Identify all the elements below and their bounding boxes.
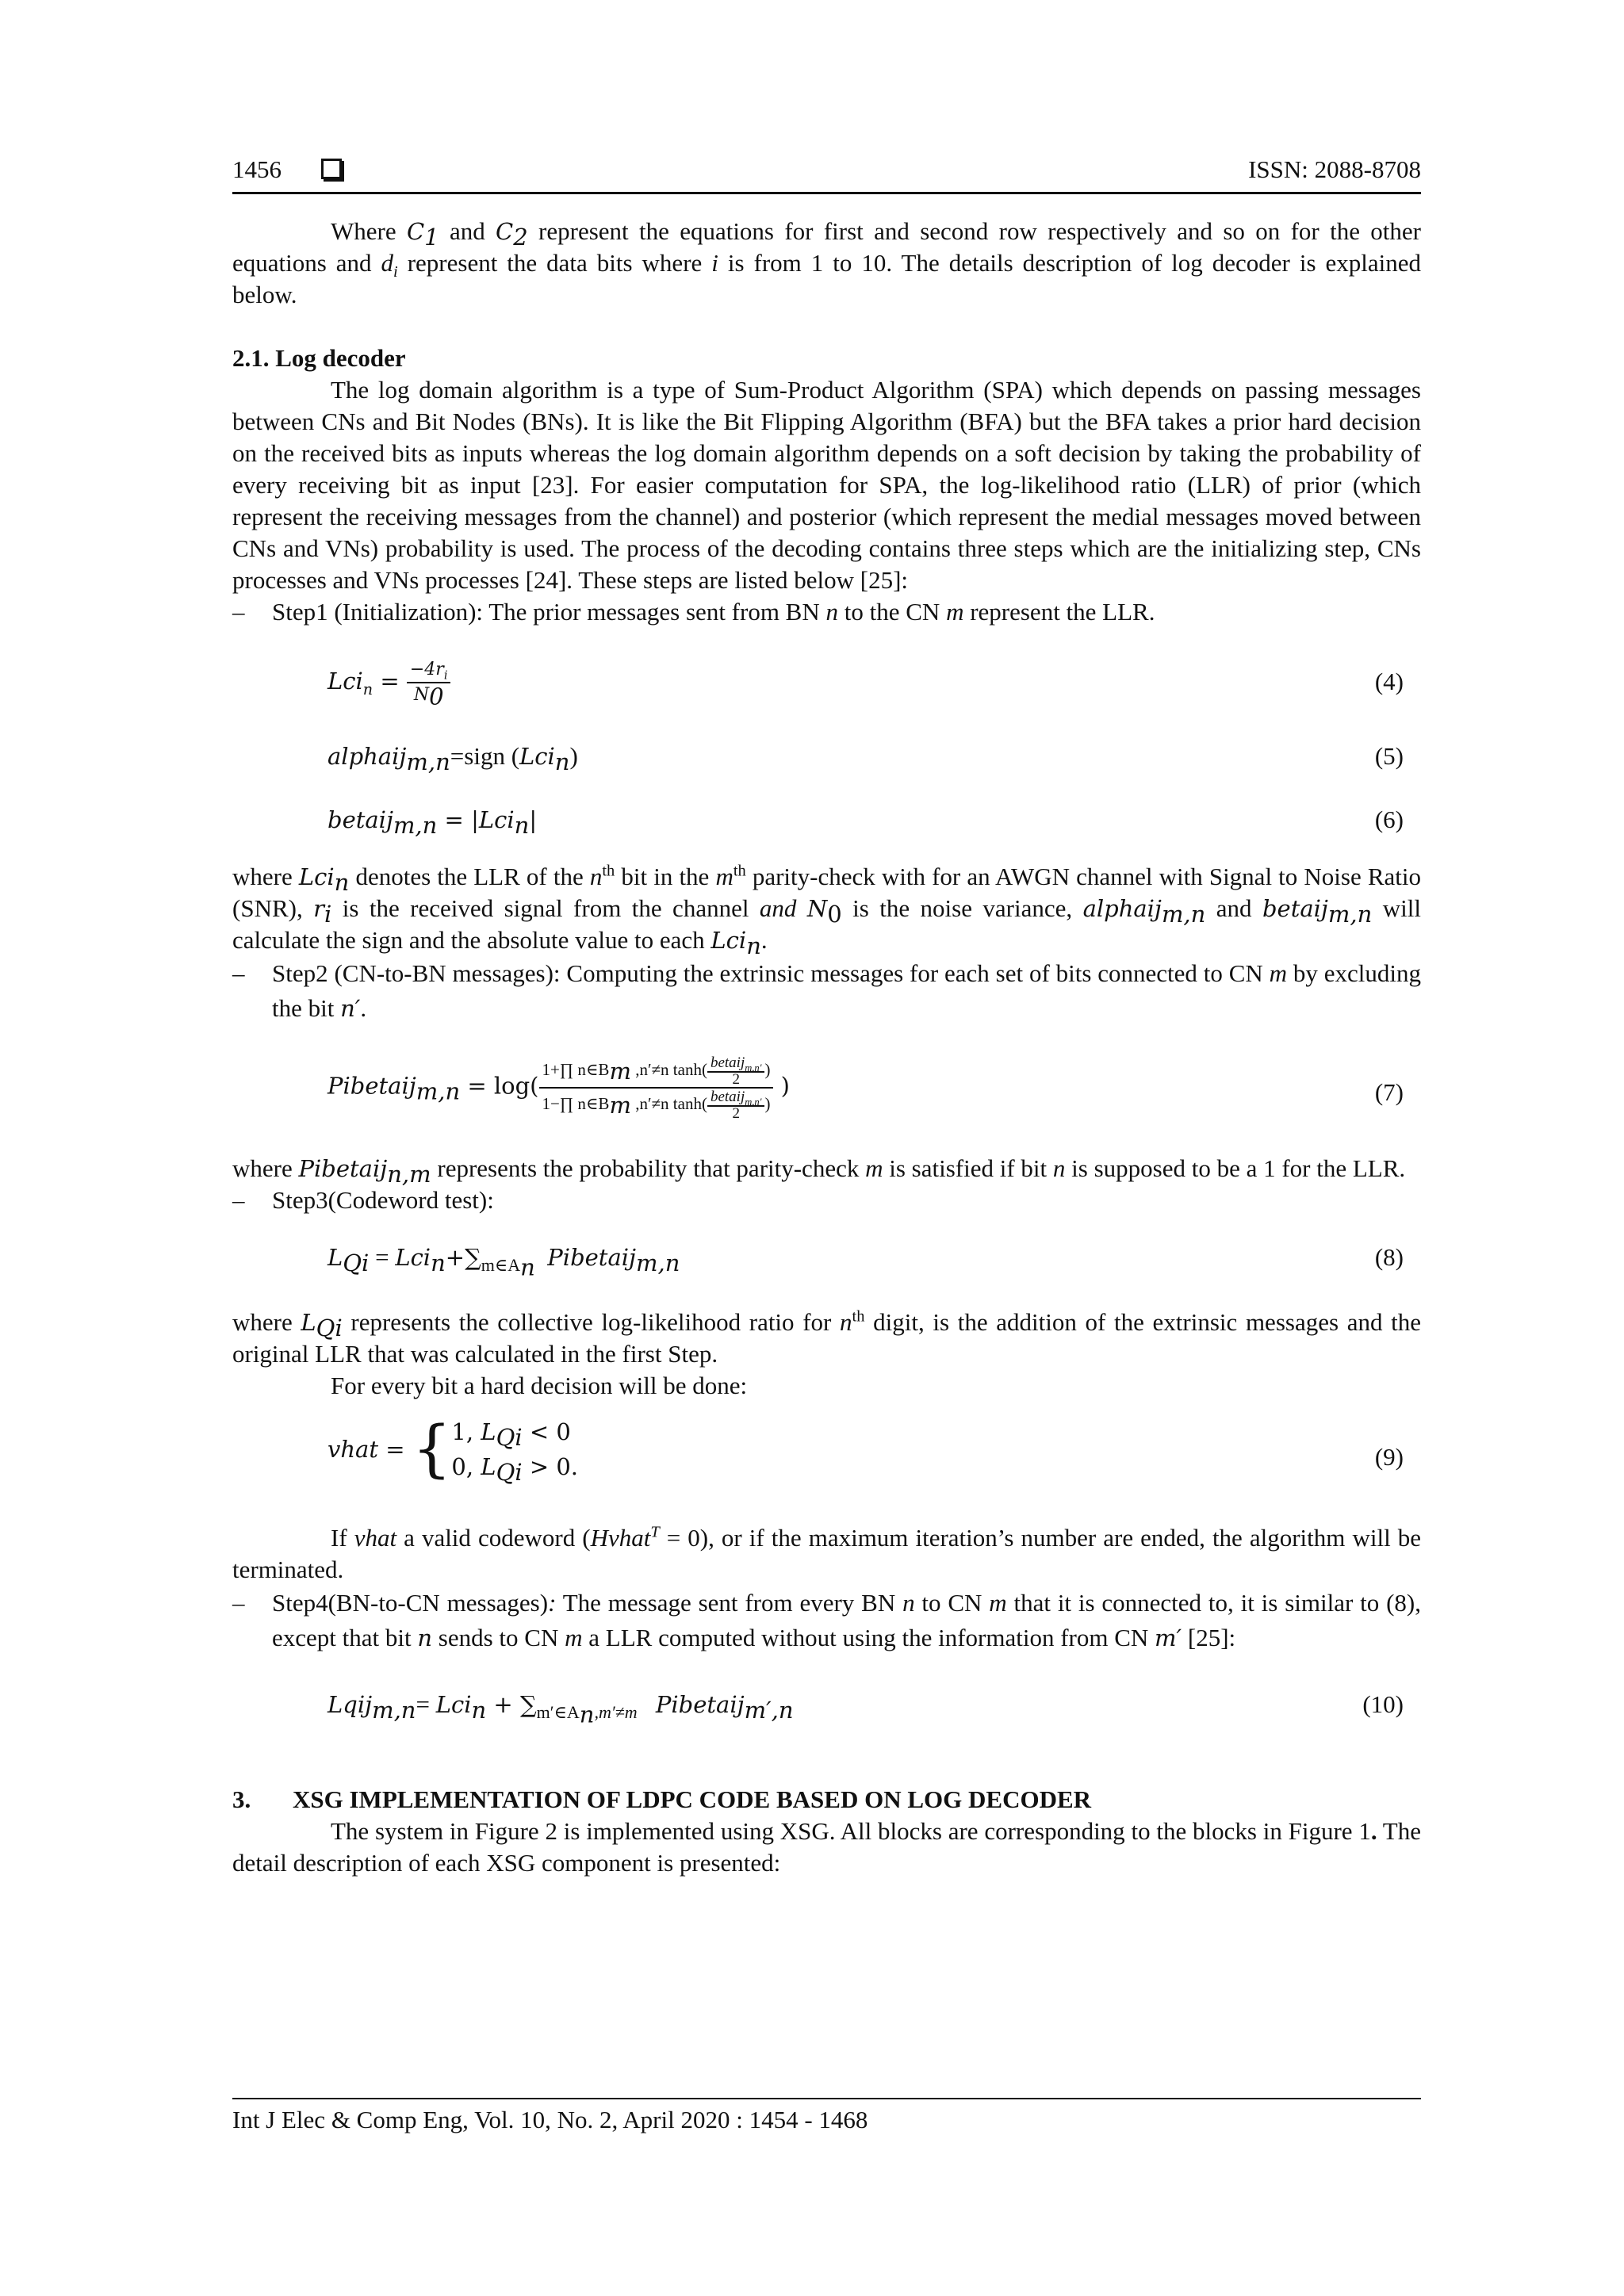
math-var: d xyxy=(381,249,394,277)
equation-8-formula xyxy=(327,1242,680,1281)
text-fragment: . xyxy=(760,926,768,954)
text-fragment: and xyxy=(439,217,496,245)
math-text: ,n′≠n tanh( xyxy=(630,1094,707,1114)
math-var: −4r xyxy=(409,660,444,679)
text-fragment: The system in Figure 2 is implemented using XSG. All blocks are corresponding to the blocks in Figure 1 xyxy=(331,1817,1371,1845)
math-subscript: n xyxy=(746,932,761,960)
footer-citation: Int J Elec & Comp Eng, Vol. 10, No. 2, April 2020 : 1454 - 1468 xyxy=(232,2106,868,2133)
math-var: Lci xyxy=(710,927,747,954)
math-subscript: 0 xyxy=(429,683,444,710)
section-heading-3 xyxy=(232,1784,1421,1816)
fraction-numerator xyxy=(407,658,451,683)
math-operator: = xyxy=(378,1436,412,1463)
text-fragment: represent the LLR. xyxy=(963,598,1155,626)
math-subscript: 1 xyxy=(424,223,439,251)
math-subscript: m′,n xyxy=(744,1697,794,1724)
math-var: Lci xyxy=(327,668,363,695)
section-heading-2-1: 2.1. Log decoder xyxy=(232,344,406,372)
math-var: betaij xyxy=(327,806,393,833)
left-brace: { xyxy=(412,1414,452,1485)
math-var: m xyxy=(865,1154,883,1182)
step1-item xyxy=(232,596,1421,628)
text-fragment: represents the probability that parity-check xyxy=(431,1154,866,1182)
equation-number: (10) xyxy=(1362,1690,1404,1718)
text-fragment: [25]: xyxy=(1182,1624,1236,1651)
math-var: betaij xyxy=(1262,895,1328,922)
equation-9 xyxy=(232,1411,1421,1503)
math-var: m xyxy=(1269,959,1288,987)
math-subscript: n xyxy=(334,869,350,897)
math-subscript: n xyxy=(520,1253,535,1281)
fraction-numerator xyxy=(539,1054,774,1089)
math-text: ,m′≠m xyxy=(594,1702,638,1723)
text-fragment: denotes the LLR of the xyxy=(349,863,590,890)
math-var: Lci xyxy=(519,743,555,770)
math-operator: + ∑ xyxy=(486,1691,537,1718)
math-var: Hvhat xyxy=(590,1524,651,1552)
math-var: L xyxy=(481,1453,496,1480)
math-operator: = | xyxy=(437,806,479,833)
math-operator: +∑ xyxy=(445,1244,481,1271)
text-fragment: If xyxy=(331,1524,354,1552)
math-operator: = xyxy=(373,668,407,695)
superscript: th xyxy=(733,862,746,880)
where-paragraph-3 xyxy=(232,1307,1421,1370)
sum-subscript xyxy=(536,1701,638,1728)
text-fragment: represent the data bits where xyxy=(397,249,712,277)
text-fragment: = 0), or if the maximum iteration’s number are ended, the algorithm will be terminated. xyxy=(232,1524,1421,1583)
math-text: m′∈A xyxy=(536,1702,580,1723)
step3-item xyxy=(232,1184,1421,1216)
text-fragment: Step4(BN-to-CN messages) xyxy=(272,1589,549,1617)
math-var: n xyxy=(417,1624,433,1651)
equation-9-formula xyxy=(327,1414,578,1484)
page-header xyxy=(232,155,1421,192)
math-operator: =sign ( xyxy=(450,742,520,770)
text-fragment: The message sent from every BN xyxy=(556,1589,903,1617)
text-fragment: sends to CN xyxy=(432,1624,565,1651)
math-var: Pibetaij xyxy=(547,1244,637,1271)
math-subscript: Qi xyxy=(496,1423,523,1451)
text-fragment: : xyxy=(548,1589,557,1617)
text-fragment: is the noise variance, xyxy=(841,894,1083,922)
math-var: vhat xyxy=(354,1524,397,1552)
spacer xyxy=(232,311,1421,342)
text-fragment: . xyxy=(1370,1817,1377,1845)
case-row-1 xyxy=(451,1414,578,1449)
math-var: m xyxy=(989,1589,1007,1617)
math-subscript: n xyxy=(579,1701,595,1728)
math-var: N xyxy=(413,685,430,705)
equation-number: (7) xyxy=(1374,1078,1404,1106)
text-fragment: and xyxy=(1205,894,1262,922)
math-var: m xyxy=(715,863,733,890)
math-var: alphaij xyxy=(327,743,407,770)
text-fragment: to CN xyxy=(914,1589,990,1617)
text-fragment: represent the equations for first and second row respectively and so on for the other equations and xyxy=(232,217,1421,277)
math-var: m′ xyxy=(1155,1624,1182,1651)
equation-number: (4) xyxy=(1374,668,1404,695)
math-var: n′ xyxy=(340,995,361,1022)
text-fragment: where xyxy=(232,1154,299,1182)
math-var: vhat xyxy=(327,1436,379,1463)
inner-fraction xyxy=(707,1089,764,1121)
text-fragment: parity-check with for an AWGN channel with Signal to Noise Ratio (SNR), xyxy=(232,863,1422,922)
math-subscript: n xyxy=(514,812,530,840)
math-subscript: Qi xyxy=(316,1314,343,1342)
math-operator: ) xyxy=(764,1094,771,1114)
equation-10-formula xyxy=(327,1689,794,1728)
fraction-denominator xyxy=(407,683,451,710)
text-fragment: Step1 (Initialization): The prior messages sent from BN xyxy=(272,598,826,626)
footer-rule xyxy=(232,2098,1421,2099)
math-var: Pibetaij xyxy=(327,1072,416,1100)
math-var: m xyxy=(565,1624,583,1651)
math-text: 0, xyxy=(451,1453,481,1480)
math-operator: ) xyxy=(764,1060,771,1079)
superscript: th xyxy=(602,862,615,880)
math-subscript: n xyxy=(362,679,373,698)
text-fragment: Step3(Codeword test): xyxy=(272,1186,494,1214)
piecewise-cases xyxy=(451,1414,578,1484)
math-subscript: n,m xyxy=(387,1161,431,1188)
math-operator: = log( xyxy=(460,1072,539,1100)
math-var: n xyxy=(825,598,838,626)
text-fragment: bit in the xyxy=(615,863,716,890)
text-fragment: is satisfied if bit xyxy=(883,1154,1053,1182)
math-subscript: Qi xyxy=(343,1249,370,1277)
math-var: Lci xyxy=(478,806,515,833)
math-text: < 0 xyxy=(522,1418,571,1445)
log-decoder-paragraph: The log domain algorithm is a type of Sum-Product Algorithm (SPA) which depends on passing messages between CNs and Bit Nodes (BNs). It is like the Bit Flipping Algorithm (BFA) but the BFA takes a prior hard decision on the received bits as inputs whereas the log domain algorithm depends on a soft decision by taking the probability of every receiving bit as input [23]. For easier computation for SPA, the log-likelihood ratio (LLR) of prior (which represent the receiving messages from the channel) and posterior (which represent the medial messages moved between CNs and VNs) probability is used. The process of the decoding contains three steps which are the initializing step, CNs processes and VNs processes [24]. These steps are listed below [25]: xyxy=(232,376,1421,594)
equation-number: (9) xyxy=(1374,1443,1404,1471)
article-body xyxy=(232,216,1421,1879)
equation-6 xyxy=(232,788,1421,851)
equation-number: (8) xyxy=(1374,1243,1404,1271)
inner-numerator xyxy=(707,1089,764,1107)
superscript: T xyxy=(650,1523,660,1541)
where-paragraph-1 xyxy=(232,861,1422,960)
dash-bullet: – xyxy=(232,1186,245,1214)
math-subscript: m,n′ xyxy=(745,1062,762,1073)
math-var: Lci xyxy=(395,1244,431,1271)
intro-paragraph xyxy=(232,216,1421,311)
math-subscript: i xyxy=(324,901,332,928)
text-fragment: The detail description of each XSG component is presented: xyxy=(232,1817,1421,1877)
section3-paragraph xyxy=(232,1816,1421,1879)
math-subscript: m,n xyxy=(406,748,450,776)
math-subscript: Qi xyxy=(496,1458,523,1486)
text-fragment: digit, is the addition of the extrinsic messages and the original LLR that was calculated in the first Step. xyxy=(232,1308,1421,1368)
inner-fraction xyxy=(707,1055,764,1087)
text-fragment: is supposed to be a 1 for the LLR. xyxy=(1065,1154,1406,1182)
math-text: ,n′≠n tanh( xyxy=(630,1060,707,1079)
math-subscript: m,n xyxy=(1161,901,1206,928)
math-operator: | xyxy=(529,806,538,833)
spacer xyxy=(232,1749,1421,1784)
math-var: N xyxy=(806,895,828,922)
math-text: m∈A xyxy=(481,1255,521,1276)
math-var: n xyxy=(1052,1154,1066,1182)
math-subscript: m,n xyxy=(636,1249,680,1277)
math-var: Lci xyxy=(298,863,335,890)
italic-word: and xyxy=(759,894,797,922)
text-fragment: where xyxy=(232,1308,301,1336)
equation-4 xyxy=(232,642,1421,725)
equation-7-formula xyxy=(327,1054,790,1121)
hard-decision-line: For every bit a hard decision will be done: xyxy=(331,1372,748,1399)
inner-denominator: 2 xyxy=(732,1105,740,1123)
equation-number: (5) xyxy=(1374,742,1404,770)
inner-numerator xyxy=(707,1055,764,1073)
math-var: L xyxy=(481,1418,496,1445)
math-var: Lci xyxy=(435,1691,472,1718)
inner-denominator: 2 xyxy=(732,1071,740,1089)
header-rule xyxy=(232,192,1421,194)
superscript: th xyxy=(852,1307,865,1326)
section-number: 3. xyxy=(232,1785,251,1813)
math-c1 xyxy=(406,218,439,251)
math-subscript: i xyxy=(393,263,398,281)
where-paragraph-2 xyxy=(232,1153,1421,1188)
math-subscript: m,n xyxy=(393,812,438,840)
text-fragment: by excluding the bit xyxy=(272,959,1421,1022)
math-text: 1−∏ n∈B xyxy=(542,1094,610,1114)
math-subscript: i xyxy=(443,669,448,683)
math-subscript: m xyxy=(609,1058,631,1085)
equation-10 xyxy=(232,1662,1421,1749)
math-operator: ) xyxy=(773,1072,790,1100)
math-subscript: m,n′ xyxy=(745,1096,762,1108)
equation-5 xyxy=(232,725,1421,788)
math-subscript: n xyxy=(554,748,570,776)
text-fragment: is from 1 to 10. The details description of log decoder is explained below. xyxy=(232,249,1421,308)
math-var: n xyxy=(589,863,603,890)
text-fragment: is the received signal from the channel xyxy=(331,894,760,922)
math-var: m xyxy=(946,598,964,626)
text-fragment: will calculate the sign and the absolute value to each xyxy=(232,894,1421,954)
math-subscript: n xyxy=(471,1697,487,1724)
math-text: 1, xyxy=(451,1418,481,1445)
math-var: n xyxy=(840,1308,852,1336)
text-fragment: . xyxy=(360,994,367,1022)
case-row-2 xyxy=(451,1449,578,1484)
text-fragment: Step2 (CN-to-BN messages): Computing the extrinsic messages for each set of bits connected to CN xyxy=(272,959,1270,987)
text-fragment: represents the collective log-likelihood ratio for xyxy=(342,1308,841,1336)
math-text: > 0. xyxy=(522,1453,579,1480)
math-subscript: 0 xyxy=(827,901,842,928)
equation-number: (6) xyxy=(1374,806,1404,833)
dash-bullet: – xyxy=(232,598,245,626)
equation-5-formula xyxy=(327,740,578,776)
math-operator: = xyxy=(369,1243,396,1271)
math-var: Pibetaij xyxy=(655,1691,745,1718)
fraction-denominator xyxy=(539,1089,774,1121)
math-var: r xyxy=(313,895,325,922)
math-var: n xyxy=(902,1589,915,1617)
dash-bullet: – xyxy=(232,1589,245,1617)
square-bullet-icon xyxy=(321,159,342,179)
step4-item xyxy=(232,1586,1421,1655)
section-title: XSG IMPLEMENTATION OF LDPC CODE BASED ON LOG DECODER xyxy=(293,1785,1092,1813)
math-var: alphaij xyxy=(1082,895,1162,922)
math-var: betaij xyxy=(710,1089,745,1106)
math-text: 1+∏ n∈B xyxy=(542,1060,610,1079)
math-var: C xyxy=(406,218,425,245)
math-subscript: 2 xyxy=(513,223,528,251)
dash-bullet: – xyxy=(232,959,245,987)
math-var: L xyxy=(301,1309,316,1336)
page-number: 1456 xyxy=(232,155,282,183)
math-subscript: m xyxy=(609,1092,631,1119)
math-var: Pibetaij xyxy=(298,1155,388,1182)
text-fragment: that it is connected to, it is similar to (8), except that bit xyxy=(272,1589,1421,1651)
equation-7 xyxy=(232,1037,1421,1142)
math-var: C xyxy=(496,218,514,245)
equation-6-formula xyxy=(327,804,538,840)
step2-item xyxy=(232,956,1421,1026)
issn-label: ISSN: 2088-8708 xyxy=(1248,155,1421,183)
math-subscript: m,n xyxy=(1327,901,1373,928)
text-fragment: where xyxy=(232,863,299,890)
math-subscript: m,n xyxy=(416,1077,461,1105)
math-var: L xyxy=(327,1244,343,1271)
math-c2 xyxy=(496,218,528,251)
math-subscript: m,n xyxy=(372,1697,416,1724)
text-fragment: Where xyxy=(331,217,407,245)
equation-8 xyxy=(232,1221,1421,1297)
math-operator: = xyxy=(416,1690,436,1718)
fraction xyxy=(407,658,451,710)
math-var: betaij xyxy=(710,1054,745,1072)
equation-4-formula xyxy=(327,658,450,710)
math-operator: ) xyxy=(569,742,578,770)
math-subscript: n xyxy=(431,1249,446,1277)
text-fragment: a valid codeword ( xyxy=(396,1524,591,1552)
text-fragment: a LLR computed without using the information from CN xyxy=(582,1624,1155,1651)
sum-subscript xyxy=(481,1253,535,1281)
math-var: Lqij xyxy=(327,1691,373,1718)
text-fragment xyxy=(796,894,806,922)
fraction xyxy=(539,1054,774,1121)
if-vhat-paragraph xyxy=(232,1522,1421,1586)
text-fragment: to the CN xyxy=(838,598,947,626)
math-var: i xyxy=(711,249,718,277)
